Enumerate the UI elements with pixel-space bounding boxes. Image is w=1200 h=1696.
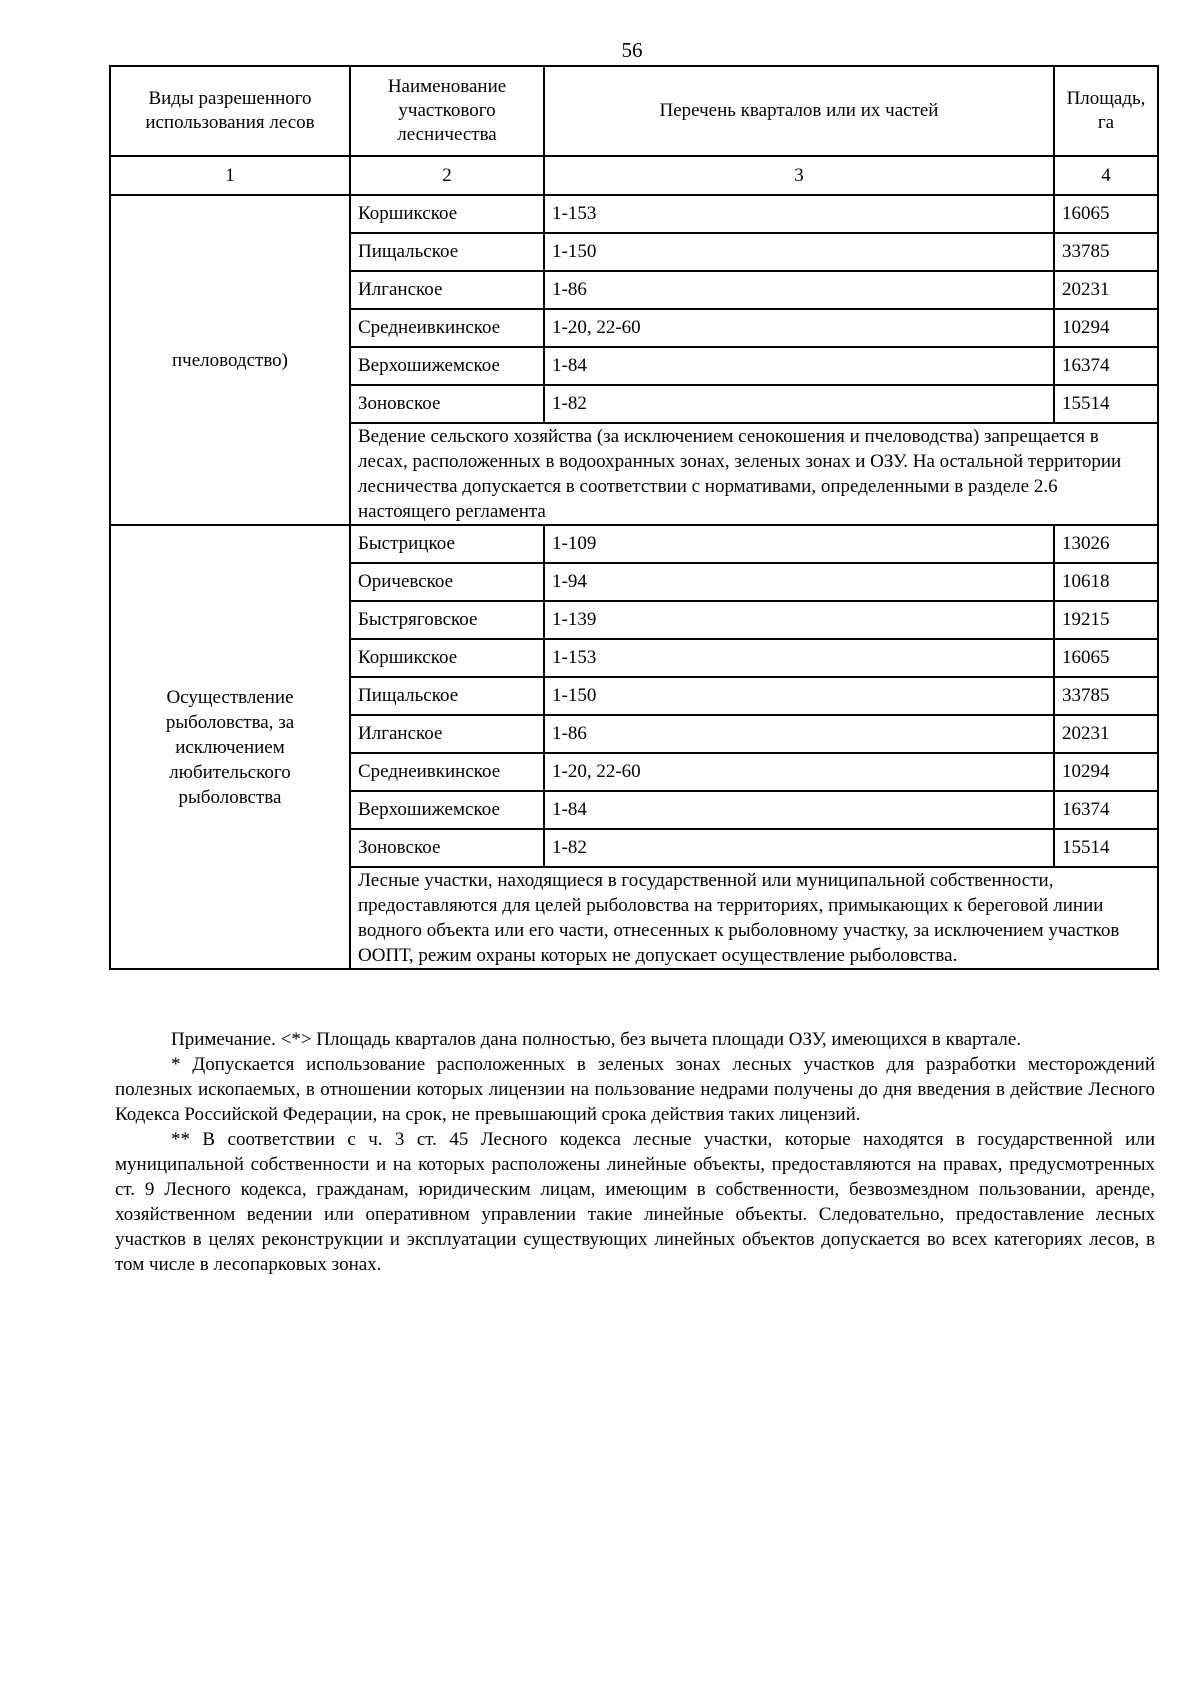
quarters-cell: 1-139 [544, 601, 1054, 639]
area-cell: 10294 [1054, 309, 1158, 347]
area-cell: 15514 [1054, 829, 1158, 867]
area-cell: 19215 [1054, 601, 1158, 639]
table-row [110, 195, 1158, 233]
area-cell: 33785 [1054, 677, 1158, 715]
area-cell: 16374 [1054, 791, 1158, 829]
forestry-cell: Среднеивкинское [350, 309, 544, 347]
quarters-cell: 1-20, 22-60 [544, 309, 1054, 347]
forestry-cell: Верхошижемское [350, 791, 544, 829]
area-cell: 20231 [1054, 715, 1158, 753]
quarters-cell: 1-84 [544, 347, 1054, 385]
forestry-cell: Илганское [350, 715, 544, 753]
quarters-cell: 1-82 [544, 829, 1054, 867]
quarters-cell: 1-86 [544, 715, 1054, 753]
group-note: Ведение сельского хозяйства (за исключением сенокошения и пчеловодства) запрещается в лесах, расположенных в водоохранных зонах, зеленых зонах и ОЗУ. На остальной территории лесничества допускается в соответствии с нормативами, определенными в разделе 2.6 настоящего регламента [350, 423, 1158, 525]
column-number: 4 [1054, 156, 1158, 195]
footnotes [115, 1027, 1155, 1277]
forestry-cell: Зоновское [350, 385, 544, 423]
forest-use-table [109, 65, 1159, 970]
forestry-cell: Илганское [350, 271, 544, 309]
header-quarters: Перечень кварталов или их частей [544, 66, 1054, 156]
quarters-cell: 1-153 [544, 195, 1054, 233]
area-cell: 16065 [1054, 639, 1158, 677]
use-kind-cell: Осуществление рыболовства, за исключением любительского рыболовства [110, 525, 350, 969]
quarters-cell: 1-86 [544, 271, 1054, 309]
area-cell: 20231 [1054, 271, 1158, 309]
quarters-cell: 1-150 [544, 677, 1054, 715]
area-cell: 16065 [1054, 195, 1158, 233]
header-kind: Виды разрешенного использования лесов [110, 66, 350, 156]
area-cell: 15514 [1054, 385, 1158, 423]
area-cell: 16374 [1054, 347, 1158, 385]
forestry-cell: Коршикское [350, 639, 544, 677]
footnote: ** В соответствии с ч. 3 ст. 45 Лесного кодекса лесные участки, которые находятся в государственной или муниципальной собственности и на которых расположены линейные объекты, предоставляются на правах, предусмотренных ст. 9 Лесного кодекса, гражданам, юридическим лицам, имеющим в собственности, безвозмездном пользовании, аренде, хозяйственном ведении или оперативном управлении такие линейные объекты. Следовательно, предоставление лесных участков в целях реконструкции и эксплуатации существующих линейных объектов допускается во всех категориях лесов, в том числе в лесопарковых зонах. [115, 1129, 1155, 1275]
quarters-cell: 1-94 [544, 563, 1054, 601]
forestry-cell: Зоновское [350, 829, 544, 867]
forestry-cell: Быстряговское [350, 601, 544, 639]
header-forestry: Наименование участкового лесничества [350, 66, 544, 156]
quarters-cell: 1-150 [544, 233, 1054, 271]
page-number: 56 [621, 38, 643, 62]
forestry-cell: Коршикское [350, 195, 544, 233]
area-cell: 10294 [1054, 753, 1158, 791]
group-note: Лесные участки, находящиеся в государственной или муниципальной собственности, предоставляются для целей рыболовства на территориях, примыкающих к береговой линии водного объекта или его части, отнесенных к рыболовному участку, за исключением участков ООПТ, режим охраны которых не допускает осуществление рыболовства. [350, 867, 1158, 969]
quarters-cell: 1-153 [544, 639, 1054, 677]
column-number: 2 [350, 156, 544, 195]
forestry-cell: Оричевское [350, 563, 544, 601]
area-cell: 13026 [1054, 525, 1158, 563]
quarters-cell: 1-109 [544, 525, 1054, 563]
footnote: * Допускается использование расположенных в зеленых зонах лесных участков для разработки месторождений полезных ископаемых, в отношении которых лицензии на пользование недрами получены до дня введения в действие Лесного Кодекса Российской Федерации, на срок, не превышающий срока действия таких лицензий. [115, 1054, 1155, 1125]
footnote: Примечание. <*> Площадь кварталов дана полностью, без вычета площади ОЗУ, имеющихся в квартале. [171, 1029, 1022, 1050]
column-number: 1 [110, 156, 350, 195]
column-numbers-row [110, 156, 1158, 195]
forestry-cell: Быстрицкое [350, 525, 544, 563]
quarters-cell: 1-20, 22-60 [544, 753, 1054, 791]
forestry-cell: Пищальское [350, 677, 544, 715]
header-row [110, 66, 1158, 156]
forestry-cell: Пищальское [350, 233, 544, 271]
table-row [110, 525, 1158, 563]
header-area: Площадь, га [1054, 66, 1158, 156]
quarters-cell: 1-84 [544, 791, 1054, 829]
area-cell: 33785 [1054, 233, 1158, 271]
column-number: 3 [544, 156, 1054, 195]
use-kind-cell: пчеловодство) [110, 195, 350, 525]
area-cell: 10618 [1054, 563, 1158, 601]
forestry-cell: Верхошижемское [350, 347, 544, 385]
forestry-cell: Среднеивкинское [350, 753, 544, 791]
quarters-cell: 1-82 [544, 385, 1054, 423]
